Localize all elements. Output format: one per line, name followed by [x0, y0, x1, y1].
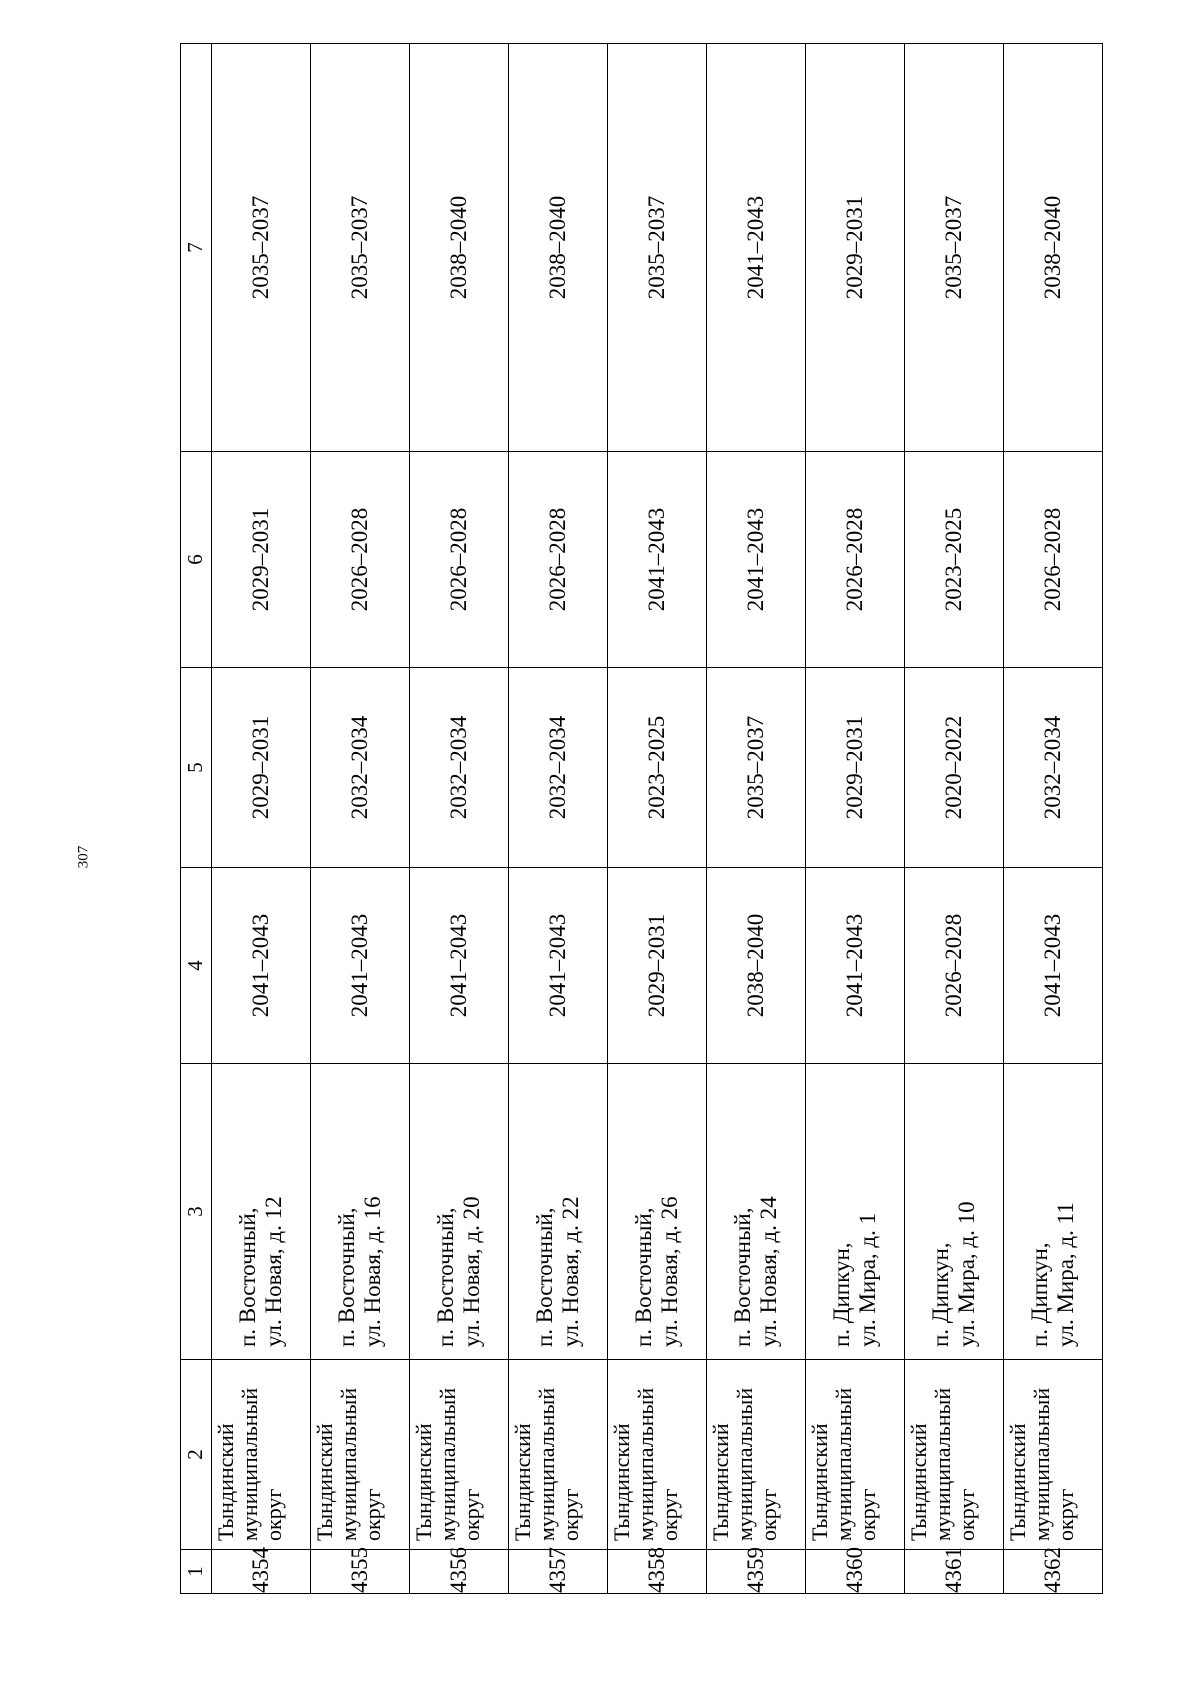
table-row [608, 44, 707, 1594]
address-cell [1004, 1064, 1103, 1360]
period-cell-col5: 2032–2034 [1004, 668, 1103, 868]
header-cell-5: 5 [181, 668, 212, 868]
municipality-line: округ [656, 1488, 682, 1541]
period-cell-col4: 2026–2028 [905, 868, 1004, 1064]
header-cell-4: 4 [181, 868, 212, 1064]
address-line: ул. Новая, д. 22 [558, 1196, 583, 1347]
municipality-line: округ [953, 1488, 979, 1541]
address-line: п. Дипкун, [928, 1242, 954, 1347]
period-cell-col7: 2035–2037 [212, 44, 311, 452]
period-cell-col4: 2038–2040 [707, 868, 806, 1064]
address-line: ул. Мира, д. 10 [954, 1201, 979, 1347]
municipality-cell [806, 1360, 905, 1550]
page-number: 307 [75, 845, 92, 869]
row-number: 4357 [509, 1550, 608, 1594]
period-cell-col5: 2020–2022 [905, 668, 1004, 868]
table-row [1004, 44, 1103, 1594]
address-cell [212, 1064, 311, 1360]
header-cell-6: 6 [181, 452, 212, 668]
address-line: п. Восточный, [235, 1207, 261, 1347]
table-row [212, 44, 311, 1594]
address-line: п. Восточный, [433, 1207, 459, 1347]
municipality-cell [707, 1360, 806, 1550]
table-row [806, 44, 905, 1594]
municipality-line: муниципальный [1028, 1387, 1054, 1541]
municipality-line: муниципальный [335, 1387, 361, 1541]
municipality-line: муниципальный [434, 1387, 460, 1541]
period-cell-col7: 2035–2037 [311, 44, 410, 452]
municipality-line: муниципальный [236, 1387, 262, 1541]
municipality-cell [1004, 1360, 1103, 1550]
row-number: 4356 [410, 1550, 509, 1594]
period-cell-col6: 2029–2031 [212, 452, 311, 668]
municipality-line: округ [755, 1488, 781, 1541]
address-line: п. Дипкун, [1027, 1242, 1053, 1347]
period-cell-col7: 2038–2040 [410, 44, 509, 452]
period-cell-col4: 2041–2043 [212, 868, 311, 1064]
address-line: ул. Новая, д. 20 [459, 1196, 484, 1347]
municipality-cell [212, 1360, 311, 1550]
row-number: 4361 [905, 1550, 1004, 1594]
table-row [707, 44, 806, 1594]
address-cell [905, 1064, 1004, 1360]
table-header-row [181, 44, 212, 1594]
address-cell [806, 1064, 905, 1360]
period-cell-col4: 2029–2031 [608, 868, 707, 1064]
municipality-line: Тындинский [312, 1423, 337, 1541]
table-row [509, 44, 608, 1594]
address-line: п. Восточный, [730, 1207, 756, 1347]
municipality-line: округ [557, 1488, 583, 1541]
period-cell-col6: 2026–2028 [806, 452, 905, 668]
municipality-line: муниципальный [533, 1387, 559, 1541]
address-line: п. Восточный, [334, 1207, 360, 1347]
period-cell-col6: 2023–2025 [905, 452, 1004, 668]
address-cell [608, 1064, 707, 1360]
address-cell [410, 1064, 509, 1360]
table-row [905, 44, 1004, 1594]
municipality-line: муниципальный [731, 1387, 757, 1541]
municipality-line: округ [359, 1488, 385, 1541]
address-line: ул. Новая, д. 12 [261, 1196, 286, 1347]
address-line: ул. Новая, д. 16 [360, 1196, 385, 1347]
municipality-line: Тындинский [906, 1423, 931, 1541]
row-number: 4358 [608, 1550, 707, 1594]
address-line: п. Восточный, [631, 1207, 657, 1347]
period-cell-col6: 2026–2028 [311, 452, 410, 668]
rotated-table-wrapper [180, 44, 1200, 1594]
data-table [180, 43, 1103, 1594]
address-line: ул. Мира, д. 11 [1053, 1202, 1078, 1347]
period-cell-col5: 2032–2034 [410, 668, 509, 868]
municipality-line: муниципальный [929, 1387, 955, 1541]
municipality-cell [905, 1360, 1004, 1550]
period-cell-col5: 2029–2031 [806, 668, 905, 868]
municipality-line: округ [458, 1488, 484, 1541]
row-number: 4362 [1004, 1550, 1103, 1594]
municipality-line: Тындинский [807, 1423, 832, 1541]
municipality-line: Тындинский [510, 1423, 535, 1541]
municipality-cell [608, 1360, 707, 1550]
row-number: 4360 [806, 1550, 905, 1594]
period-cell-col4: 2041–2043 [1004, 868, 1103, 1064]
municipality-line: округ [260, 1488, 286, 1541]
header-cell-1: 1 [181, 1550, 212, 1594]
municipality-line: округ [1052, 1488, 1078, 1541]
municipality-cell [509, 1360, 608, 1550]
municipality-cell [410, 1360, 509, 1550]
table-row [410, 44, 509, 1594]
address-cell [707, 1064, 806, 1360]
address-line: п. Дипкун, [829, 1242, 855, 1347]
period-cell-col5: 2029–2031 [212, 668, 311, 868]
municipality-line: округ [854, 1488, 880, 1541]
period-cell-col5: 2023–2025 [608, 668, 707, 868]
address-line: ул. Мира, д. 1 [855, 1212, 880, 1347]
row-number: 4359 [707, 1550, 806, 1594]
period-cell-col7: 2041–2043 [707, 44, 806, 452]
period-cell-col7: 2038–2040 [509, 44, 608, 452]
period-cell-col4: 2041–2043 [311, 868, 410, 1064]
period-cell-col6: 2026–2028 [410, 452, 509, 668]
address-line: ул. Новая, д. 26 [657, 1196, 682, 1347]
municipality-line: Тындинский [1005, 1423, 1030, 1541]
address-line: п. Восточный, [532, 1207, 558, 1347]
municipality-line: Тындинский [609, 1423, 634, 1541]
municipality-line: муниципальный [632, 1387, 658, 1541]
row-number: 4354 [212, 1550, 311, 1594]
period-cell-col6: 2026–2028 [1004, 452, 1103, 668]
header-cell-2: 2 [181, 1360, 212, 1550]
municipality-line: Тындинский [411, 1423, 436, 1541]
address-cell [509, 1064, 608, 1360]
period-cell-col5: 2032–2034 [311, 668, 410, 868]
period-cell-col5: 2035–2037 [707, 668, 806, 868]
period-cell-col4: 2041–2043 [806, 868, 905, 1064]
address-line: ул. Новая, д. 24 [756, 1196, 781, 1347]
row-number: 4355 [311, 1550, 410, 1594]
period-cell-col7: 2035–2037 [608, 44, 707, 452]
period-cell-col6: 2026–2028 [509, 452, 608, 668]
period-cell-col6: 2041–2043 [707, 452, 806, 668]
municipality-cell [311, 1360, 410, 1550]
header-cell-7: 7 [181, 44, 212, 452]
period-cell-col7: 2029–2031 [806, 44, 905, 452]
period-cell-col6: 2041–2043 [608, 452, 707, 668]
table-body [181, 44, 1103, 1594]
header-cell-3: 3 [181, 1064, 212, 1360]
table-row [311, 44, 410, 1594]
period-cell-col4: 2041–2043 [410, 868, 509, 1064]
municipality-line: муниципальный [830, 1387, 856, 1541]
municipality-line: Тындинский [213, 1423, 238, 1541]
period-cell-col7: 2038–2040 [1004, 44, 1103, 452]
municipality-line: Тындинский [708, 1423, 733, 1541]
period-cell-col7: 2035–2037 [905, 44, 1004, 452]
period-cell-col4: 2041–2043 [509, 868, 608, 1064]
period-cell-col5: 2032–2034 [509, 668, 608, 868]
address-cell [311, 1064, 410, 1360]
